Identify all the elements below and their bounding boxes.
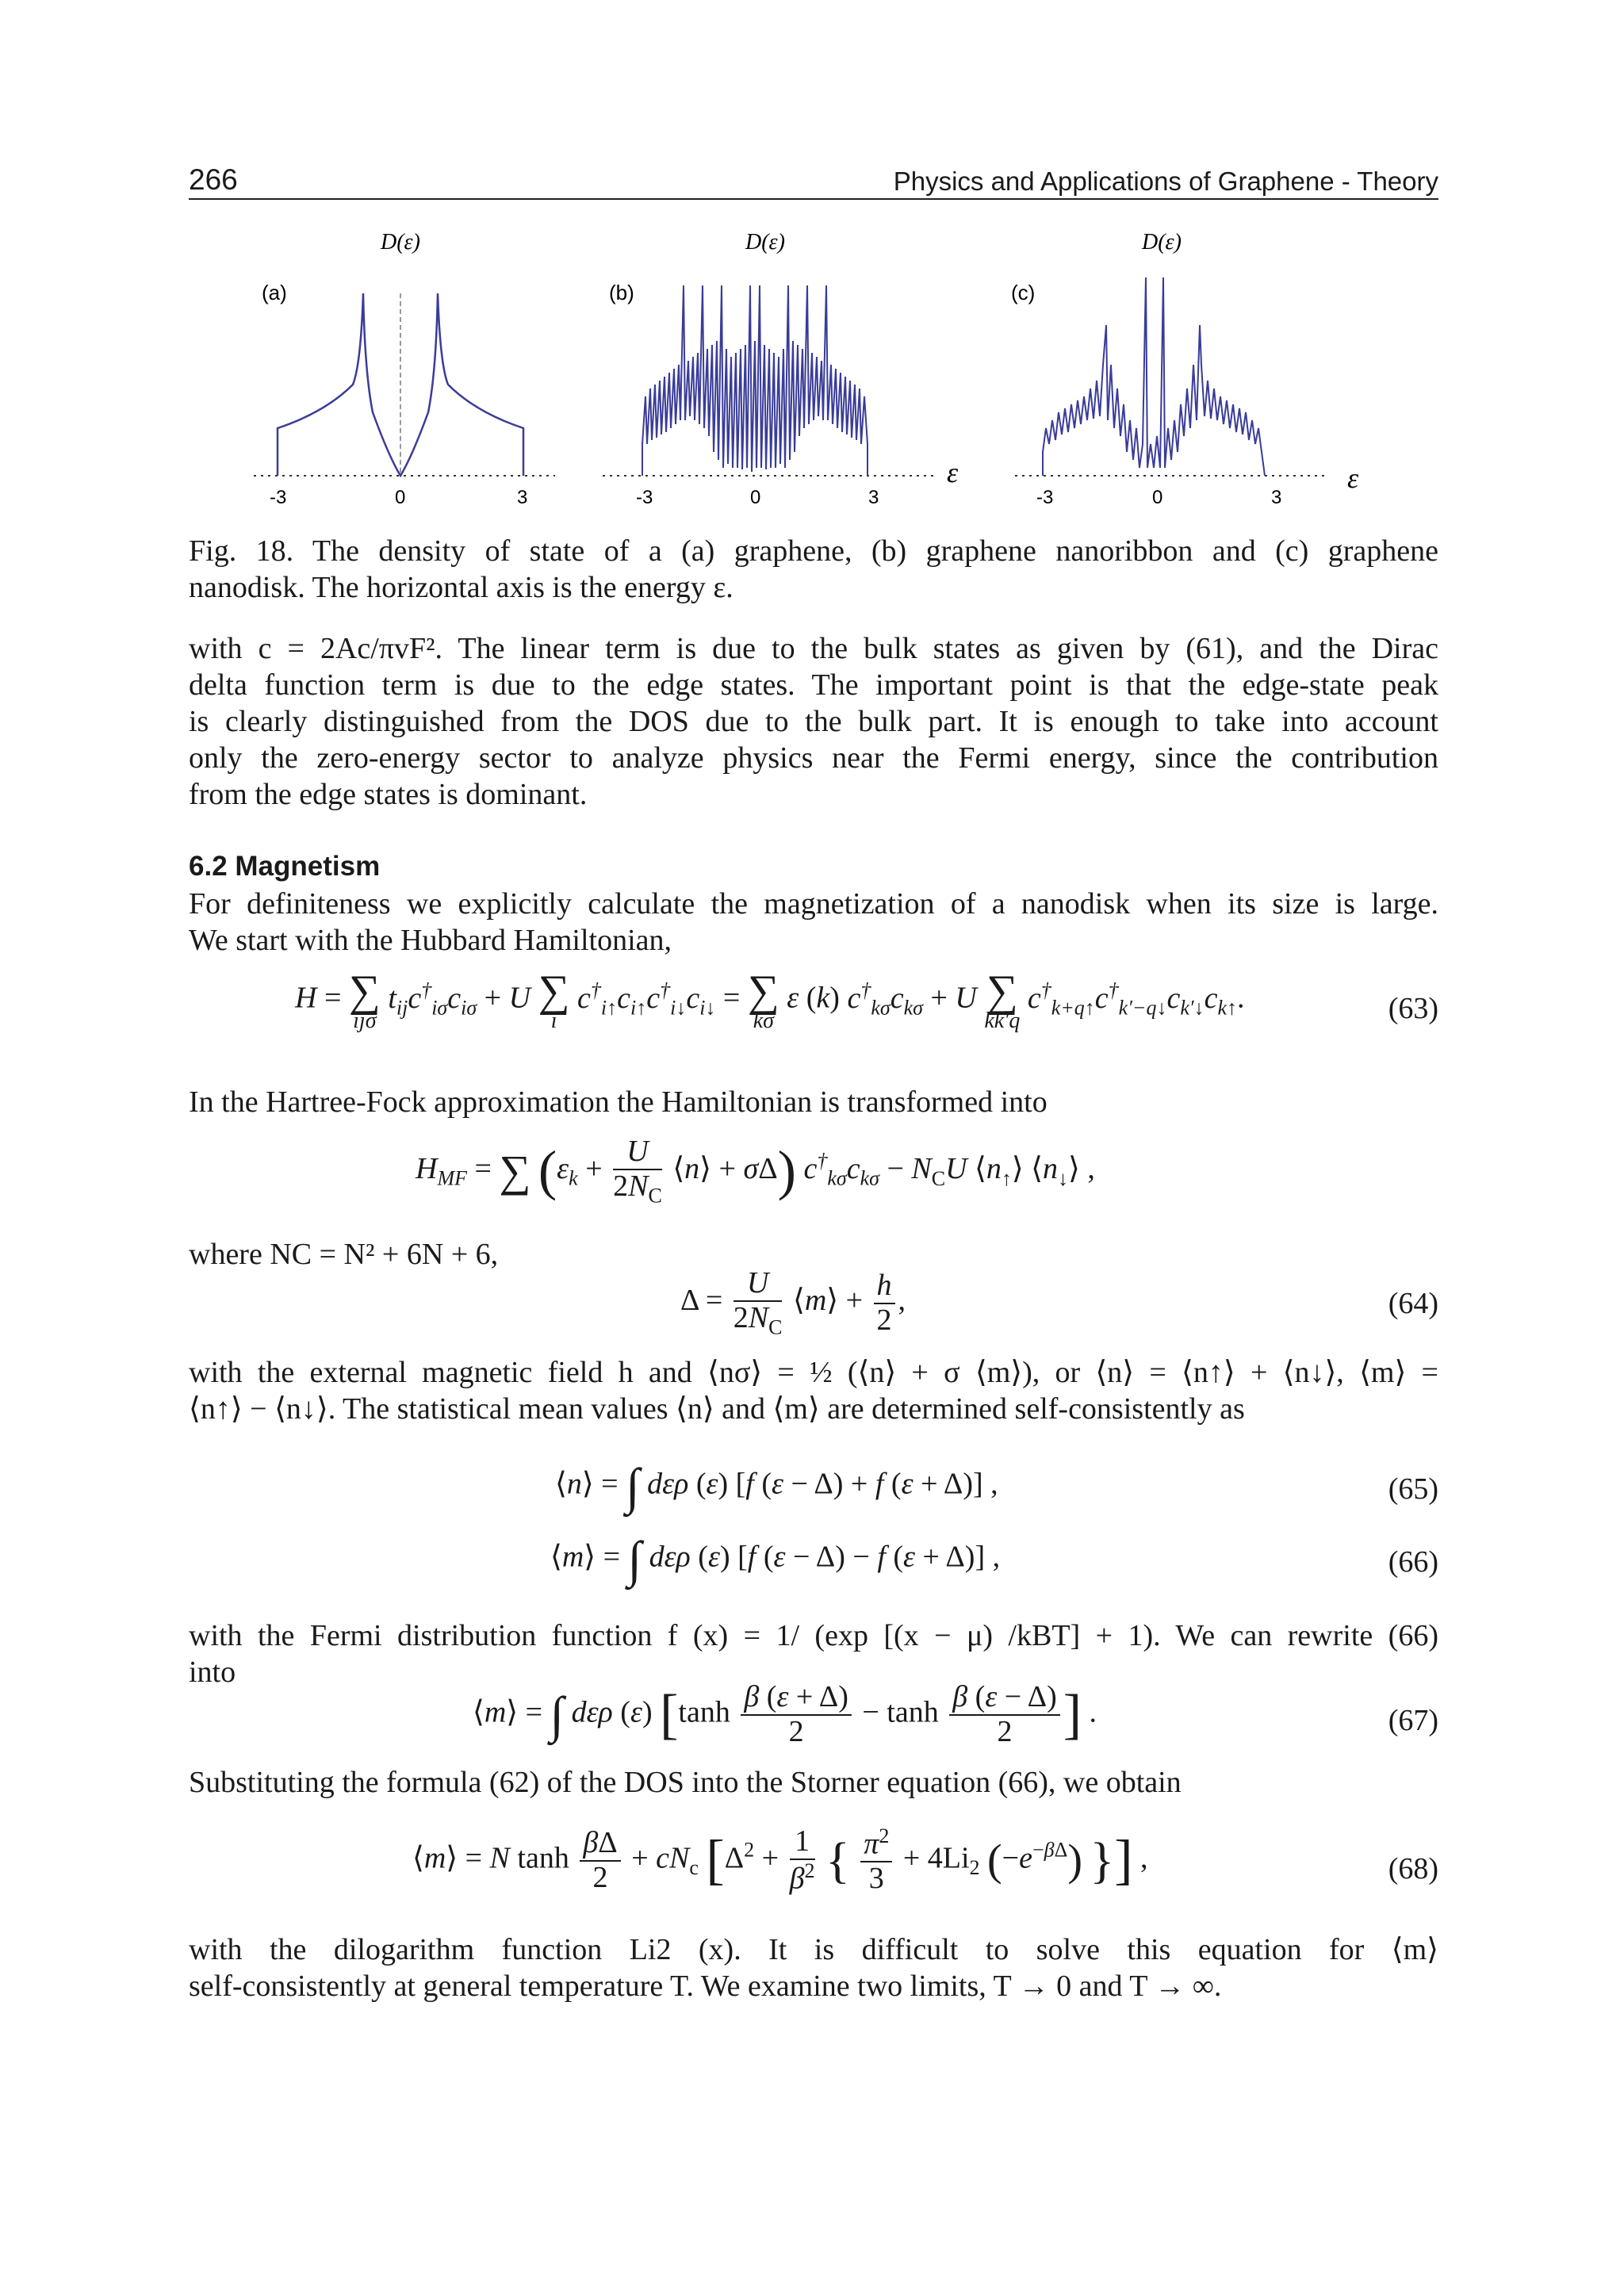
paragraph-storner bbox=[189, 1764, 1438, 1801]
page-number: 266 bbox=[189, 163, 238, 196]
text-line: with c = 2Ac/πvF². The linear term is due to the bulk states as given by (61), and the Dirac bbox=[189, 632, 1438, 665]
text-line: with the Fermi distribution function f (x) = 1/ (exp [(x − μ) /kBT] + 1). We can rewrite (66) bbox=[189, 1619, 1438, 1652]
text-line: Substituting the formula (62) of the DOS into the Storner equation (66), we obtain bbox=[189, 1766, 1182, 1799]
header-rule bbox=[189, 198, 1438, 200]
figure-panel-a bbox=[238, 230, 571, 515]
equation-67: ⟨m⟩ = ∫ dερ (ε) [tanh $\frac{\beta (\varepsilon + \Delta)}{2}$ − tanh $\frac{\beta (\varepsilon - \Delta)}{2}$ ] . bbox=[473, 1680, 1097, 1748]
equation-65: ⟨n⟩ = ∫ dερ (ε) [f (ε − Δ) + f (ε + Δ)] , bbox=[555, 1458, 998, 1514]
panel-c-tick-0: 0 bbox=[1152, 487, 1163, 508]
equation-number: (65) bbox=[1388, 1472, 1438, 1506]
caption-line: nanodisk. The horizontal axis is the energy ε. bbox=[189, 571, 733, 604]
equation-number: (66) bbox=[1388, 1545, 1438, 1579]
equation-number: (63) bbox=[1388, 992, 1438, 1025]
text-line: where NC = N² + 6N + 6, bbox=[189, 1238, 499, 1271]
equation-number: (67) bbox=[1388, 1704, 1438, 1737]
panel-c-label: (c) bbox=[1011, 281, 1036, 304]
caption-line: Fig. 18. The density of state of a (a) graphene, (b) graphene nanoribbon and (c) graphene bbox=[189, 534, 1438, 568]
panel-b-plot bbox=[595, 230, 975, 515]
panel-a-tick-neg3: -3 bbox=[270, 487, 287, 508]
text-line: In the Hartree-Fock approximation the Hamiltonian is transformed into bbox=[189, 1085, 1048, 1119]
equation-66: ⟨m⟩ = ∫ dερ (ε) [f (ε − Δ) − f (ε + Δ)] , bbox=[550, 1531, 1001, 1587]
text-line: only the zero-energy sector to analyze physics near the Fermi energy, since the contribution bbox=[189, 741, 1438, 775]
text-line: delta function term is due to the edge states. The important point is that the edge-state peak bbox=[189, 668, 1438, 702]
figure-panel-b bbox=[595, 230, 975, 515]
equation-number: (64) bbox=[1388, 1287, 1438, 1320]
equation-number: (68) bbox=[1388, 1852, 1438, 1885]
paragraph-magnetism-intro bbox=[189, 886, 1438, 959]
text-line: from the edge states is dominant. bbox=[189, 778, 588, 811]
paragraph-edge-states bbox=[189, 630, 1438, 813]
text-line: We start with the Hubbard Hamiltonian, bbox=[189, 924, 672, 957]
panel-a-ylabel: D(ε) bbox=[381, 230, 420, 255]
paragraph-dilogarithm bbox=[189, 1931, 1438, 2004]
panel-c-tick-neg3: -3 bbox=[1036, 487, 1054, 508]
panel-b-xlabel: ε bbox=[947, 457, 959, 488]
panel-c-tick-3: 3 bbox=[1271, 487, 1282, 508]
equation-68: ⟨m⟩ = N tanh $\frac{\beta\Delta}{2}$ + $cN_c$ [$\Delta^2$ + $\frac{1}{\beta^2}$ { $\frac{\pi^2}{3}$ + $4Li_2$ $(-e^{-\beta\Delta})$ }] , bbox=[412, 1824, 1148, 1896]
panel-b-label: (b) bbox=[609, 281, 634, 304]
equation-64: Δ = $\frac{U}{2N_C}$ ⟨m⟩ + $\frac{h}{2}$ , bbox=[680, 1266, 906, 1339]
panel-c-xlabel: ε bbox=[1347, 462, 1359, 494]
text-line: ⟨n↑⟩ − ⟨n↓⟩. The statistical mean values ⟨n⟩ and ⟨m⟩ are determined self-consistently as bbox=[189, 1392, 1245, 1426]
panel-a-label: (a) bbox=[262, 281, 287, 304]
paragraph-hartree-fock bbox=[189, 1084, 1438, 1120]
section-heading: 6.2 Magnetism bbox=[189, 851, 381, 882]
paragraph-mean-values bbox=[189, 1354, 1438, 1427]
panel-b-tick-3: 3 bbox=[868, 487, 879, 508]
text-line: is clearly distinguished from the DOS due to the bulk part. It is enough to take into account bbox=[189, 705, 1438, 738]
text-line: into bbox=[189, 1656, 236, 1689]
panel-b-tick-0: 0 bbox=[750, 487, 761, 508]
panel-a-tick-0: 0 bbox=[395, 487, 406, 508]
running-title: Physics and Applications of Graphene - Theory bbox=[893, 167, 1438, 196]
panel-b-ylabel: D(ε) bbox=[745, 230, 785, 255]
equation-63: H = ∑ ijσ $t_{ij}c^\dagger_{i\sigma}c_{i\sigma} + U$ ∑ i $c^\dagger_{i↑}c_{i↑}c^\dagger_{i↓}c_{i↓}$ = ∑ kσ ε (k) $c^\dagger_{k\sigma}c_{k\sigma} + U$ ∑ kk′q $c^\dagger_{k+q↑}c^\dagger_{k'-q↓}c_{k'↓}c_{k↑}$. bbox=[295, 967, 1245, 1033]
panel-c-ylabel: D(ε) bbox=[1142, 230, 1182, 255]
panel-a-tick-3: 3 bbox=[517, 487, 528, 508]
text-line: with the external magnetic field h and ⟨nσ⟩ = ½ (⟨n⟩ + σ ⟨m⟩), or ⟨n⟩ = ⟨n↑⟩ + ⟨n↓⟩, ⟨m⟩ = bbox=[189, 1356, 1438, 1389]
figure-caption bbox=[189, 533, 1438, 606]
panel-b-tick-neg3: -3 bbox=[636, 487, 653, 508]
equation-hmf: $H_{MF}$ = ∑ ($\varepsilon_k$ + $\frac{U}{2N_C}$ ⟨n⟩ + σΔ) $c^\dagger_{k\sigma}c_{k\sigma} - N_CU$ $⟨n_↑⟩$ $⟨n_↓⟩$ , bbox=[416, 1135, 1095, 1208]
text-line: with the dilogarithm function Li2 (x). It is difficult to solve this equation for ⟨m⟩ bbox=[189, 1933, 1438, 1966]
panel-a-plot bbox=[238, 230, 571, 515]
panel-c-plot bbox=[995, 230, 1392, 515]
text-line: self-consistently at general temperature T. We examine two limits, T → 0 and T → ∞. bbox=[189, 1970, 1222, 2003]
text-line: For definiteness we explicitly calculate the magnetization of a nanodisk when its size is large. bbox=[189, 887, 1438, 921]
figure-panel-c bbox=[995, 230, 1392, 515]
